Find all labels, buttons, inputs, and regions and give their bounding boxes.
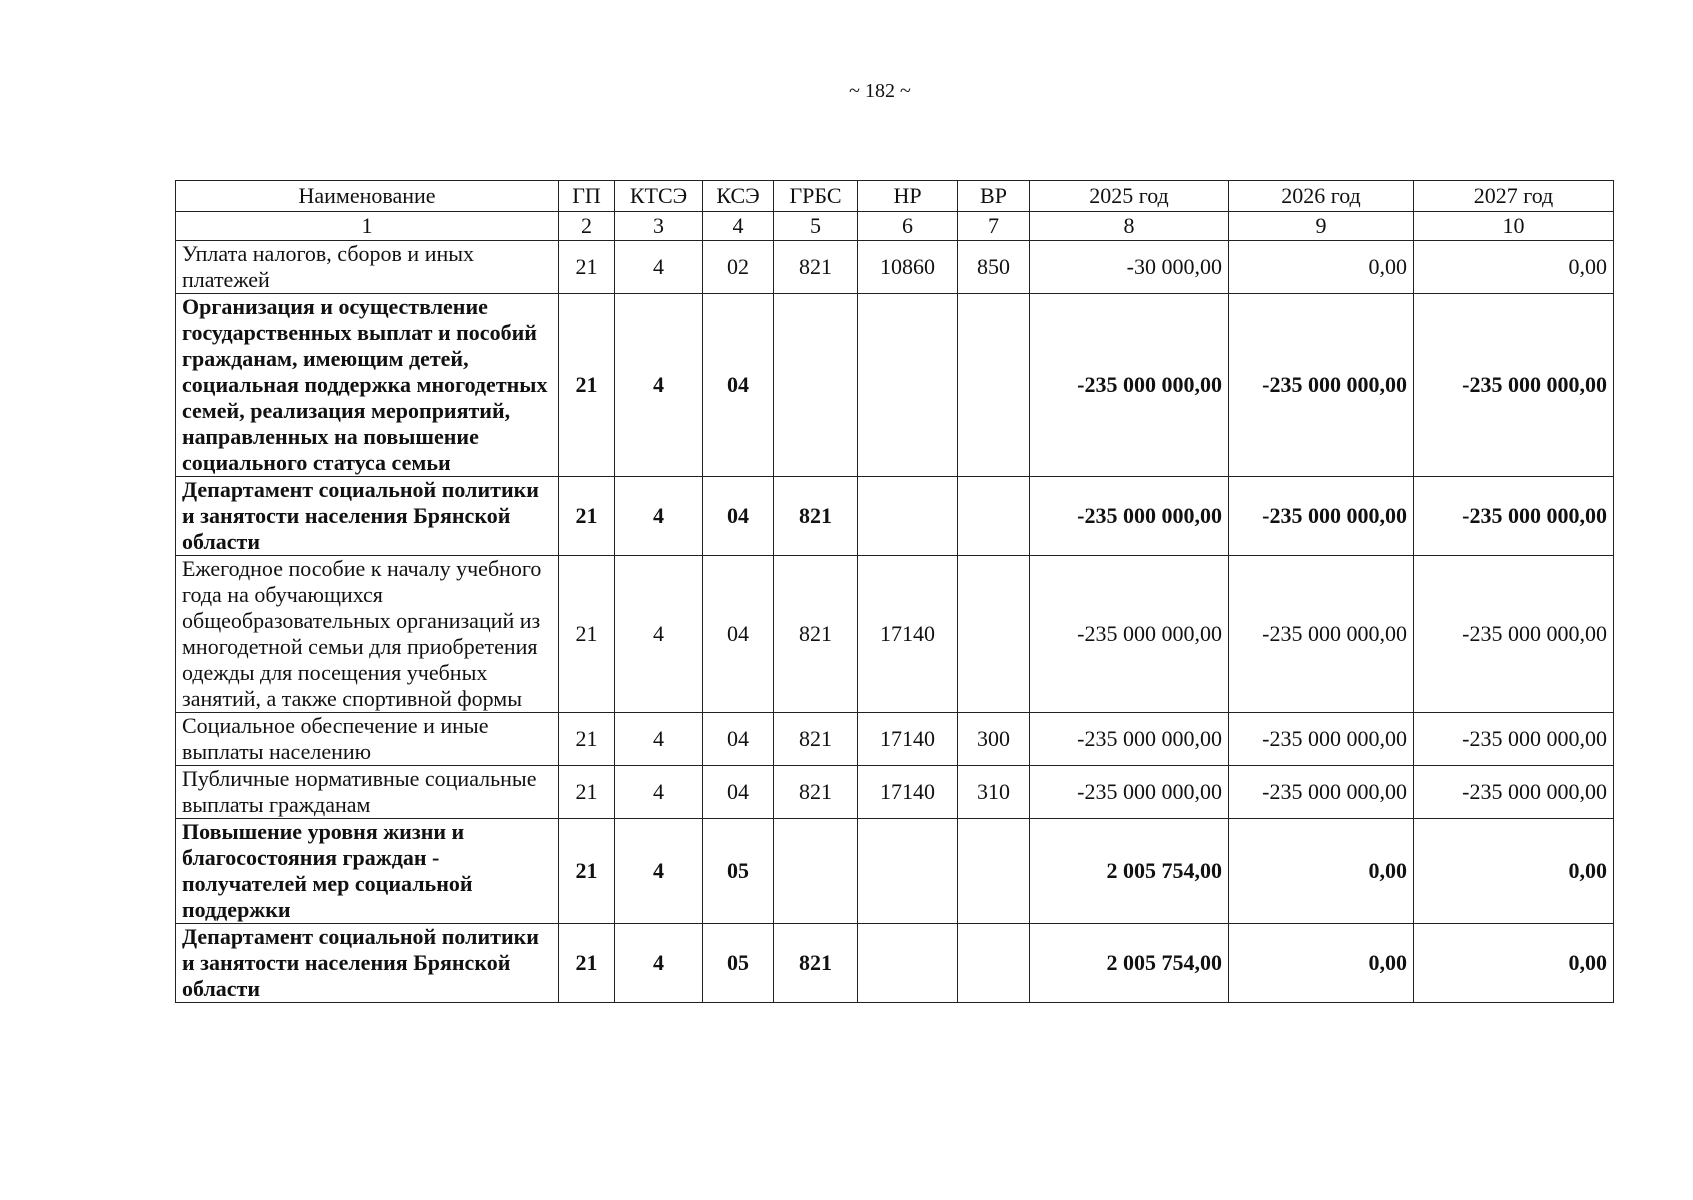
row-gp: 21 [559,766,615,819]
column-number: 5 [774,212,858,241]
header-cell: 2027 год [1414,181,1614,212]
row-kse: 04 [703,294,774,477]
column-number: 1 [176,212,559,241]
column-number: 2 [559,212,615,241]
row-nr: 17140 [858,766,958,819]
row-vr: 300 [958,713,1030,766]
row-name: Департамент социальной политики и занятости населения Брянской области [176,924,559,1003]
row-amount-2025: 2 005 754,00 [1030,924,1229,1003]
row-vr [958,294,1030,477]
row-gp: 21 [559,477,615,556]
row-gp: 21 [559,294,615,477]
row-kse: 04 [703,713,774,766]
row-amount-2026: 0,00 [1229,924,1414,1003]
row-nr [858,924,958,1003]
row-nr: 17140 [858,556,958,713]
row-amount-2025: -235 000 000,00 [1030,477,1229,556]
row-amount-2026: -235 000 000,00 [1229,294,1414,477]
table-row [176,924,1614,1003]
table-row [176,766,1614,819]
row-gp: 21 [559,556,615,713]
column-number: 6 [858,212,958,241]
header-cell: Наименование [176,181,559,212]
column-number: 8 [1030,212,1229,241]
column-number: 7 [958,212,1030,241]
row-name: Социальное обеспечение и иные выплаты населению [176,713,559,766]
row-amount-2027: 0,00 [1414,924,1614,1003]
column-number: 10 [1414,212,1614,241]
row-grbs: 821 [774,766,858,819]
header-cell: НР [858,181,958,212]
row-gp: 21 [559,924,615,1003]
header-row [176,181,1614,212]
row-amount-2025: -235 000 000,00 [1030,713,1229,766]
row-amount-2026: -235 000 000,00 [1229,766,1414,819]
row-amount-2027: -235 000 000,00 [1414,477,1614,556]
row-grbs [774,819,858,924]
row-ktse: 4 [615,924,703,1003]
row-gp: 21 [559,819,615,924]
row-name: Повышение уровня жизни и благосостояния граждан - получателей мер социальной поддержки [176,819,559,924]
row-name: Публичные нормативные социальные выплаты гражданам [176,766,559,819]
row-vr: 310 [958,766,1030,819]
column-number: 9 [1229,212,1414,241]
row-nr: 10860 [858,241,958,294]
header-cell: ГРБС [774,181,858,212]
row-amount-2027: 0,00 [1414,819,1614,924]
row-kse: 02 [703,241,774,294]
row-amount-2027: 0,00 [1414,241,1614,294]
row-vr: 850 [958,241,1030,294]
row-amount-2025: -235 000 000,00 [1030,556,1229,713]
row-vr [958,924,1030,1003]
row-name: Организация и осуществление государственных выплат и пособий гражданам, имеющим детей, социальная поддержка многодетных семей, реализация мероприятий, направленных на повышение социального статуса семьи [176,294,559,477]
row-amount-2026: 0,00 [1229,819,1414,924]
table-row [176,713,1614,766]
row-vr [958,819,1030,924]
table-row [176,294,1614,477]
budget-table [175,180,1614,1003]
column-number-row [176,212,1614,241]
row-ktse: 4 [615,819,703,924]
row-amount-2025: -235 000 000,00 [1030,294,1229,477]
row-grbs: 821 [774,241,858,294]
row-grbs: 821 [774,477,858,556]
row-grbs: 821 [774,556,858,713]
row-ktse: 4 [615,241,703,294]
row-vr [958,556,1030,713]
row-grbs: 821 [774,924,858,1003]
row-amount-2026: -235 000 000,00 [1229,477,1414,556]
page-number: ~ 182 ~ [849,80,911,102]
row-kse: 05 [703,924,774,1003]
row-ktse: 4 [615,556,703,713]
row-nr [858,819,958,924]
row-amount-2026: 0,00 [1229,241,1414,294]
row-name: Уплата налогов, сборов и иных платежей [176,241,559,294]
row-grbs: 821 [774,713,858,766]
header-cell: КСЭ [703,181,774,212]
table-row [176,819,1614,924]
column-number: 3 [615,212,703,241]
table-row [176,477,1614,556]
column-number: 4 [703,212,774,241]
row-name: Ежегодное пособие к началу учебного года на обучающихся общеобразовательных организаций из многодетной семьи для приобретения одежды для посещения учебных занятий, а также спортивной формы [176,556,559,713]
row-nr: 17140 [858,713,958,766]
header-cell: 2025 год [1030,181,1229,212]
row-amount-2026: -235 000 000,00 [1229,713,1414,766]
row-gp: 21 [559,713,615,766]
row-amount-2027: -235 000 000,00 [1414,294,1614,477]
row-kse: 04 [703,477,774,556]
row-kse: 04 [703,766,774,819]
row-ktse: 4 [615,294,703,477]
row-amount-2027: -235 000 000,00 [1414,556,1614,713]
header-cell: ВР [958,181,1030,212]
row-kse: 04 [703,556,774,713]
table-row [176,241,1614,294]
row-amount-2027: -235 000 000,00 [1414,713,1614,766]
row-ktse: 4 [615,766,703,819]
header-cell: ГП [559,181,615,212]
row-amount-2025: -235 000 000,00 [1030,766,1229,819]
row-amount-2025: -30 000,00 [1030,241,1229,294]
row-nr [858,477,958,556]
header-cell: 2026 год [1229,181,1414,212]
header-cell: КТСЭ [615,181,703,212]
row-name: Департамент социальной политики и занятости населения Брянской области [176,477,559,556]
row-amount-2027: -235 000 000,00 [1414,766,1614,819]
row-vr [958,477,1030,556]
row-nr [858,294,958,477]
row-kse: 05 [703,819,774,924]
row-ktse: 4 [615,477,703,556]
row-amount-2025: 2 005 754,00 [1030,819,1229,924]
row-amount-2026: -235 000 000,00 [1229,556,1414,713]
row-gp: 21 [559,241,615,294]
row-grbs [774,294,858,477]
row-ktse: 4 [615,713,703,766]
table-row [176,556,1614,713]
